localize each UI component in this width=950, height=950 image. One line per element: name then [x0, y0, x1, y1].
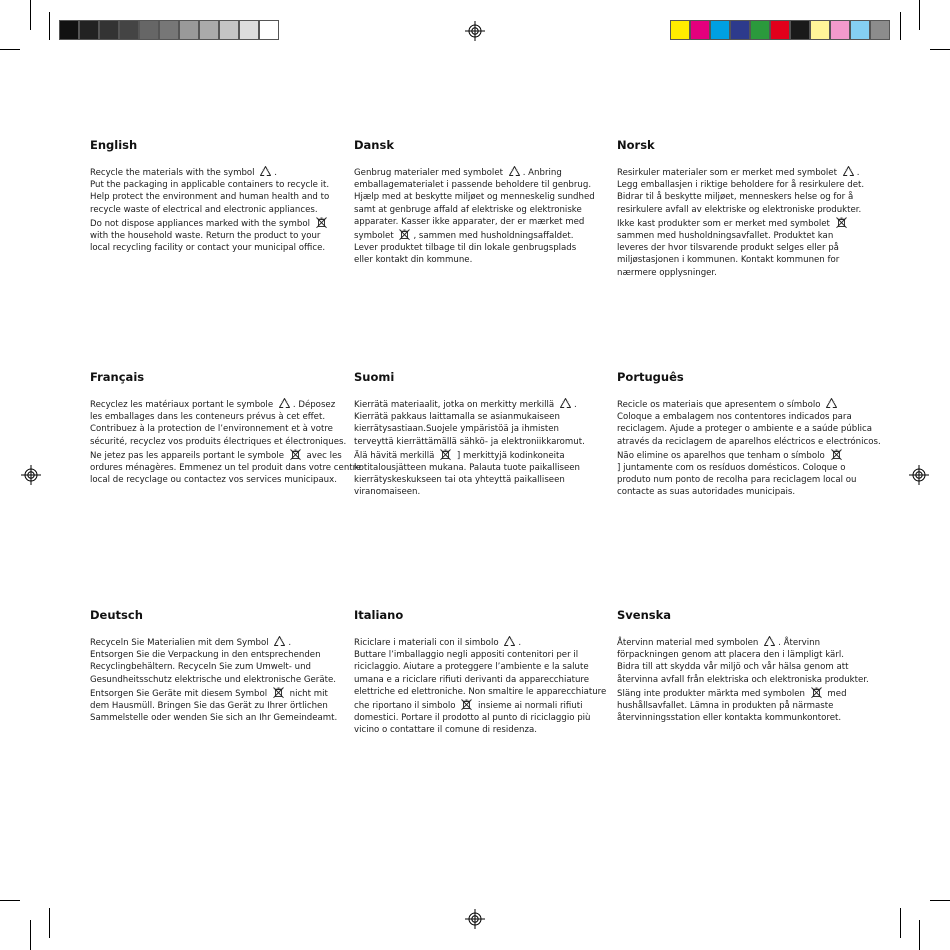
text-segment: insieme ai normali rifiuti: [475, 701, 583, 712]
section-heading: English: [90, 138, 138, 152]
grayscale-swatch: [179, 20, 199, 40]
section-dansk: [354, 138, 604, 267]
text-segment: Entsorgen Sie die Verpackung in den entsprechenden: [90, 650, 321, 661]
text-segment: Ne jetez pas les appareils portant le symbole: [90, 450, 287, 461]
text-line: [90, 700, 340, 712]
section-body: [617, 397, 881, 499]
process-swatch: [870, 20, 890, 40]
crop-mark-tr-inner: [900, 12, 901, 40]
text-segment: eller kontakt din kommune.: [354, 255, 473, 266]
text-segment: . Återvinn: [778, 638, 821, 648]
crossed-out-bin-icon: [398, 228, 411, 241]
text-line: [354, 486, 604, 498]
text-segment: Ikke kast produkter som er merket med symbolet: [617, 218, 833, 229]
text-line: [617, 254, 867, 266]
section-suomi: [354, 370, 604, 499]
text-segment: Recyclingbehältern. Recyceln Sie zum Umwelt- und: [90, 662, 311, 673]
text-line: [617, 462, 867, 474]
text-line: [354, 411, 604, 423]
text-segment: Recicle os materiais que apresentem o símbolo: [617, 400, 824, 410]
text-segment: dem Hausmüll. Bringen Sie das Gerät zu Ihrer örtlichen: [90, 701, 328, 712]
text-line: [90, 230, 340, 242]
text-segment: umana e a riciclare rifiuti derivanti da apparecchiature: [354, 674, 590, 685]
text-segment: local de recyclage ou contactez vos services municipaux.: [90, 475, 337, 486]
process-swatch: [790, 20, 810, 40]
recycle-symbol-icon: [508, 165, 521, 178]
text-line: [617, 411, 867, 423]
crossed-out-bin-icon: [830, 448, 843, 461]
text-segment: Put the packaging in applicable containers to recycle it.: [90, 180, 330, 191]
section-body: [354, 165, 604, 267]
grayscale-swatch: [59, 20, 79, 40]
section-francais: [90, 370, 362, 486]
section-heading: Français: [90, 370, 145, 384]
text-segment: ] merkittyjä kodinkoneita: [454, 450, 565, 461]
recycle-symbol-icon: [559, 397, 572, 410]
text-line: [617, 204, 867, 216]
text-segment: återvinningsstation eller kontakta kommunkontoret.: [617, 713, 842, 724]
text-segment: kierrätysastiaan.Suojele ympäristöä ja ihmisten: [354, 424, 559, 435]
section-deutsch: [90, 608, 340, 724]
text-line: [354, 423, 604, 435]
text-segment: . Anbring: [522, 168, 562, 178]
recycle-symbol-icon: [278, 397, 291, 410]
crossed-out-bin-icon: [315, 216, 328, 229]
recycle-symbol-icon: [825, 397, 838, 410]
registration-mark-left-icon: [21, 465, 41, 485]
text-line: [354, 448, 604, 462]
text-line: [617, 267, 867, 279]
text-line: [354, 242, 604, 254]
text-line: [354, 712, 604, 724]
text-segment: miljøstasjonen i kommunen. Kontakt kommunen for: [617, 255, 840, 266]
text-line: [90, 423, 340, 435]
grayscale-swatch: [259, 20, 279, 40]
text-segment: riciclaggio. Aiutare a proteggere l’ambiente e la salute: [354, 662, 589, 673]
text-segment: kierrätyskeskukseen tai ota yhteyttä paikalliseen: [354, 475, 565, 486]
text-line: [617, 686, 867, 700]
text-segment: produto num ponto de recolha para reciclagem local ou: [617, 475, 857, 486]
text-segment: , sammen med husholdningsaffaldet.: [413, 231, 574, 242]
process-swatch: [770, 20, 790, 40]
section-heading: Svenska: [617, 608, 672, 622]
text-line: [354, 724, 604, 736]
crop-mark-bl-inner: [49, 908, 50, 938]
text-line: [617, 216, 867, 230]
text-line: [90, 462, 362, 474]
text-line: [90, 661, 340, 673]
text-segment: Gesundheitsschutz elektrische und elektronische Geräte.: [90, 674, 336, 685]
text-segment: ordures ménagères. Emmenez un tel produit dans votre centre: [90, 463, 362, 474]
text-segment: sécurité, recyclez vos produits électriques et électroniques.: [90, 436, 347, 447]
text-segment: Älä hävitä merkillä: [354, 450, 438, 461]
text-segment: viranomaiseen.: [354, 487, 421, 498]
section-heading: Dansk: [354, 138, 394, 152]
text-segment: Kierrätä materiaalit, jotka on merkitty merkillä: [354, 400, 557, 410]
text-line: [90, 242, 340, 254]
text-segment: emballagematerialet i passende beholdere til genbrug.: [354, 180, 592, 191]
text-segment: Contribuez à la protection de l’environnement et à votre: [90, 424, 333, 435]
text-line: [617, 179, 867, 191]
text-line: [354, 397, 604, 411]
section-norsk: [617, 138, 867, 279]
text-segment: nicht mit: [286, 688, 328, 699]
text-line: [354, 635, 604, 649]
registration-mark-top-icon: [465, 21, 485, 41]
text-line: [617, 436, 881, 448]
recycle-symbol-icon: [842, 165, 855, 178]
section-body: [617, 635, 867, 724]
text-segment: apparater. Kasser ikke apparater, der er mærket med: [354, 216, 585, 227]
text-segment: Não elimine os aparelhos que tenham o símbolo: [617, 450, 828, 461]
text-line: [617, 230, 867, 242]
text-line: [617, 486, 867, 498]
text-segment: les emballages dans les conteneurs prévus à cet effet.: [90, 412, 326, 423]
recycle-symbol-icon: [763, 635, 776, 648]
text-line: [617, 191, 867, 203]
section-heading: Italiano: [354, 608, 404, 622]
text-segment: leveres der hvor tilsvarende produkt selges eller på: [617, 243, 839, 254]
text-segment: Buttare l’imballaggio negli appositi contenitori per il: [354, 650, 579, 661]
text-segment: Lever produktet tilbage til din lokale genbrugsplads: [354, 243, 577, 254]
text-line: [617, 242, 867, 254]
text-line: [90, 474, 340, 486]
process-swatch: [750, 20, 770, 40]
text-segment: Riciclare i materiali con il simbolo: [354, 638, 502, 648]
crop-mark-tr-v: [919, 0, 920, 30]
text-line: [90, 216, 340, 230]
registration-mark-right-icon: [909, 465, 929, 485]
crop-mark-tl-h: [0, 49, 20, 50]
text-line: [354, 204, 604, 216]
text-line: [354, 698, 604, 712]
text-segment: Kierrätä pakkaus laittamalla se asianmukaiseen: [354, 412, 560, 423]
text-line: [617, 700, 867, 712]
text-line: [354, 474, 604, 486]
text-segment: Återvinn material med symbolen: [617, 638, 762, 648]
section-heading: Deutsch: [90, 608, 143, 622]
text-segment: Sammelstelle oder wenden Sie sich an Ihr Gemeindeamt.: [90, 713, 338, 724]
text-line: [90, 165, 340, 179]
process-swatch: [850, 20, 870, 40]
text-line: [90, 436, 347, 448]
text-segment: recycle waste of electrical and electronic appliances.: [90, 204, 318, 215]
section-heading: Português: [617, 370, 684, 384]
section-italiano: [354, 608, 607, 737]
process-color-bar: [670, 20, 890, 40]
crop-mark-tr-h: [930, 49, 950, 50]
section-body: [90, 165, 340, 254]
text-segment: através da reciclagem de aparelhos eléctricos e electrónicos.: [617, 436, 881, 447]
text-segment: resirkulere avfall av elektriske og elektroniske produkter.: [617, 204, 862, 215]
text-segment: .: [518, 638, 522, 648]
registration-mark-bottom-icon: [465, 909, 485, 929]
text-segment: sammen med husholdningsavfallet. Produktet kan: [617, 231, 834, 242]
grayscale-swatch: [239, 20, 259, 40]
grayscale-swatch: [119, 20, 139, 40]
text-segment: symbolet: [354, 231, 397, 242]
text-line: [90, 712, 340, 724]
crossed-out-bin-icon: [272, 686, 285, 699]
text-line: [354, 254, 604, 266]
text-segment: contacte as suas autoridades municipais.: [617, 487, 796, 498]
section-body: [90, 635, 340, 724]
process-swatch: [730, 20, 750, 40]
text-segment: Recyclez les matériaux portant le symbole: [90, 400, 276, 410]
text-line: [354, 191, 604, 203]
recycle-symbol-icon: [273, 635, 286, 648]
text-segment: Genbrug materialer med symbolet: [354, 168, 506, 178]
text-segment: Legg emballasjen i riktige beholdere for å resirkulere det.: [617, 180, 865, 191]
text-segment: domestici. Portare il prodotto al punto di riciclaggio più: [354, 713, 591, 724]
text-line: [90, 686, 340, 700]
section-body: [90, 397, 362, 486]
text-segment: förpackningen genom att placera den i lämpligt kärl.: [617, 650, 844, 661]
text-segment: .: [288, 638, 292, 648]
text-line: [617, 712, 867, 724]
crop-mark-tl-v: [30, 0, 31, 30]
text-segment: Hjælp med at beskytte miljøet og menneskelig sundhed: [354, 192, 595, 203]
recycle-symbol-icon: [503, 635, 516, 648]
text-segment: kotitalousjätteen mukana. Palauta tuote paikalliseen: [354, 463, 580, 474]
text-line: [617, 661, 867, 673]
text-segment: nærmere opplysninger.: [617, 267, 717, 278]
text-segment: med: [824, 688, 847, 699]
text-segment: ] juntamente com os resíduos domésticos. Coloque o: [617, 463, 846, 474]
text-line: [617, 635, 867, 649]
text-line: [90, 674, 340, 686]
text-segment: avec les: [303, 450, 342, 461]
text-line: [354, 179, 604, 191]
section-heading: Suomi: [354, 370, 395, 384]
text-line: [90, 179, 340, 191]
crossed-out-bin-icon: [835, 216, 848, 229]
section-english: [90, 138, 340, 254]
grayscale-swatch: [219, 20, 239, 40]
crop-mark-br-v: [919, 920, 920, 950]
text-line: [617, 649, 867, 661]
process-swatch: [670, 20, 690, 40]
text-line: [617, 474, 867, 486]
text-line: [354, 462, 604, 474]
text-line: [617, 423, 873, 435]
crop-mark-br-inner: [900, 908, 901, 938]
text-line: [90, 397, 340, 411]
crossed-out-bin-icon: [289, 448, 302, 461]
process-swatch: [810, 20, 830, 40]
crossed-out-bin-icon: [439, 448, 452, 461]
text-segment: Help protect the environment and human health and to: [90, 192, 330, 203]
section-heading: Norsk: [617, 138, 655, 152]
crop-mark-bl-h: [0, 900, 20, 901]
text-line: [90, 191, 340, 203]
text-line: [354, 228, 604, 242]
text-line: [354, 216, 604, 228]
crossed-out-bin-icon: [460, 698, 473, 711]
text-segment: .: [856, 168, 860, 178]
text-line: [617, 165, 867, 179]
grayscale-color-bar: [59, 20, 279, 40]
text-segment: vicino o contattare il comune di residenza.: [354, 725, 537, 736]
crop-mark-bl-v: [30, 920, 31, 950]
text-segment: elettriche ed elettroniche. Non smaltire le apparecchiature: [354, 686, 607, 697]
text-segment: .: [573, 400, 577, 410]
text-line: [617, 448, 867, 462]
text-line: [354, 661, 604, 673]
text-line: [617, 674, 867, 686]
text-segment: .: [274, 168, 278, 178]
text-line: [354, 165, 604, 179]
text-line: [354, 649, 604, 661]
recycle-symbol-icon: [259, 165, 272, 178]
crop-mark-br-h: [930, 900, 950, 901]
grayscale-swatch: [79, 20, 99, 40]
section-body: [354, 635, 607, 737]
text-segment: terveyttä kierrättämällä sähkö- ja elektroniikkaromut.: [354, 436, 585, 447]
text-segment: reciclagem. Ajude a proteger o ambiente e a saúde pública: [617, 424, 873, 435]
text-segment: Recyceln Sie Materialien mit dem Symbol: [90, 638, 272, 648]
grayscale-swatch: [199, 20, 219, 40]
text-segment: Bidra till att skydda vår miljö och vår hälsa genom att: [617, 662, 849, 673]
text-segment: che riportano il simbolo: [354, 701, 459, 712]
text-line: [90, 635, 340, 649]
process-swatch: [830, 20, 850, 40]
text-segment: återvinna avfall från elektriska och elektroniska produkter.: [617, 674, 869, 685]
process-swatch: [690, 20, 710, 40]
text-line: [354, 686, 607, 698]
text-segment: local recycling facility or contact your municipal office.: [90, 243, 326, 254]
text-line: [90, 411, 340, 423]
text-line: [354, 436, 604, 448]
section-body: [354, 397, 604, 499]
grayscale-swatch: [159, 20, 179, 40]
text-segment: Släng inte produkter märkta med symbolen: [617, 688, 808, 699]
section-body: [617, 165, 867, 279]
text-segment: hushållsavfallet. Lämna in produkten på närmaste: [617, 701, 834, 712]
text-segment: . Déposez: [292, 400, 336, 410]
text-line: [90, 649, 340, 661]
text-segment: Do not dispose appliances marked with the symbol: [90, 218, 313, 229]
text-line: [90, 204, 340, 216]
text-segment: Coloque a embalagem nos contentores indicados para: [617, 412, 852, 423]
section-svenska: [617, 608, 867, 724]
text-line: [354, 674, 604, 686]
grayscale-swatch: [139, 20, 159, 40]
text-segment: Bidrar til å beskytte miljøet, menneskers helse og for å: [617, 192, 854, 203]
text-line: [90, 448, 340, 462]
text-segment: samt at genbruge affald af elektriske og elektroniske: [354, 204, 582, 215]
text-segment: Entsorgen Sie Geräte mit diesem Symbol: [90, 688, 270, 699]
grayscale-swatch: [99, 20, 119, 40]
text-segment: with the household waste. Return the product to your: [90, 231, 321, 242]
section-portugues: [617, 370, 881, 499]
process-swatch: [710, 20, 730, 40]
crop-mark-tl-inner: [49, 12, 50, 40]
text-segment: Recycle the materials with the symbol: [90, 168, 258, 178]
text-line: [617, 397, 867, 411]
text-segment: Resirkuler materialer som er merket med symbolet: [617, 168, 840, 178]
crossed-out-bin-icon: [810, 686, 823, 699]
